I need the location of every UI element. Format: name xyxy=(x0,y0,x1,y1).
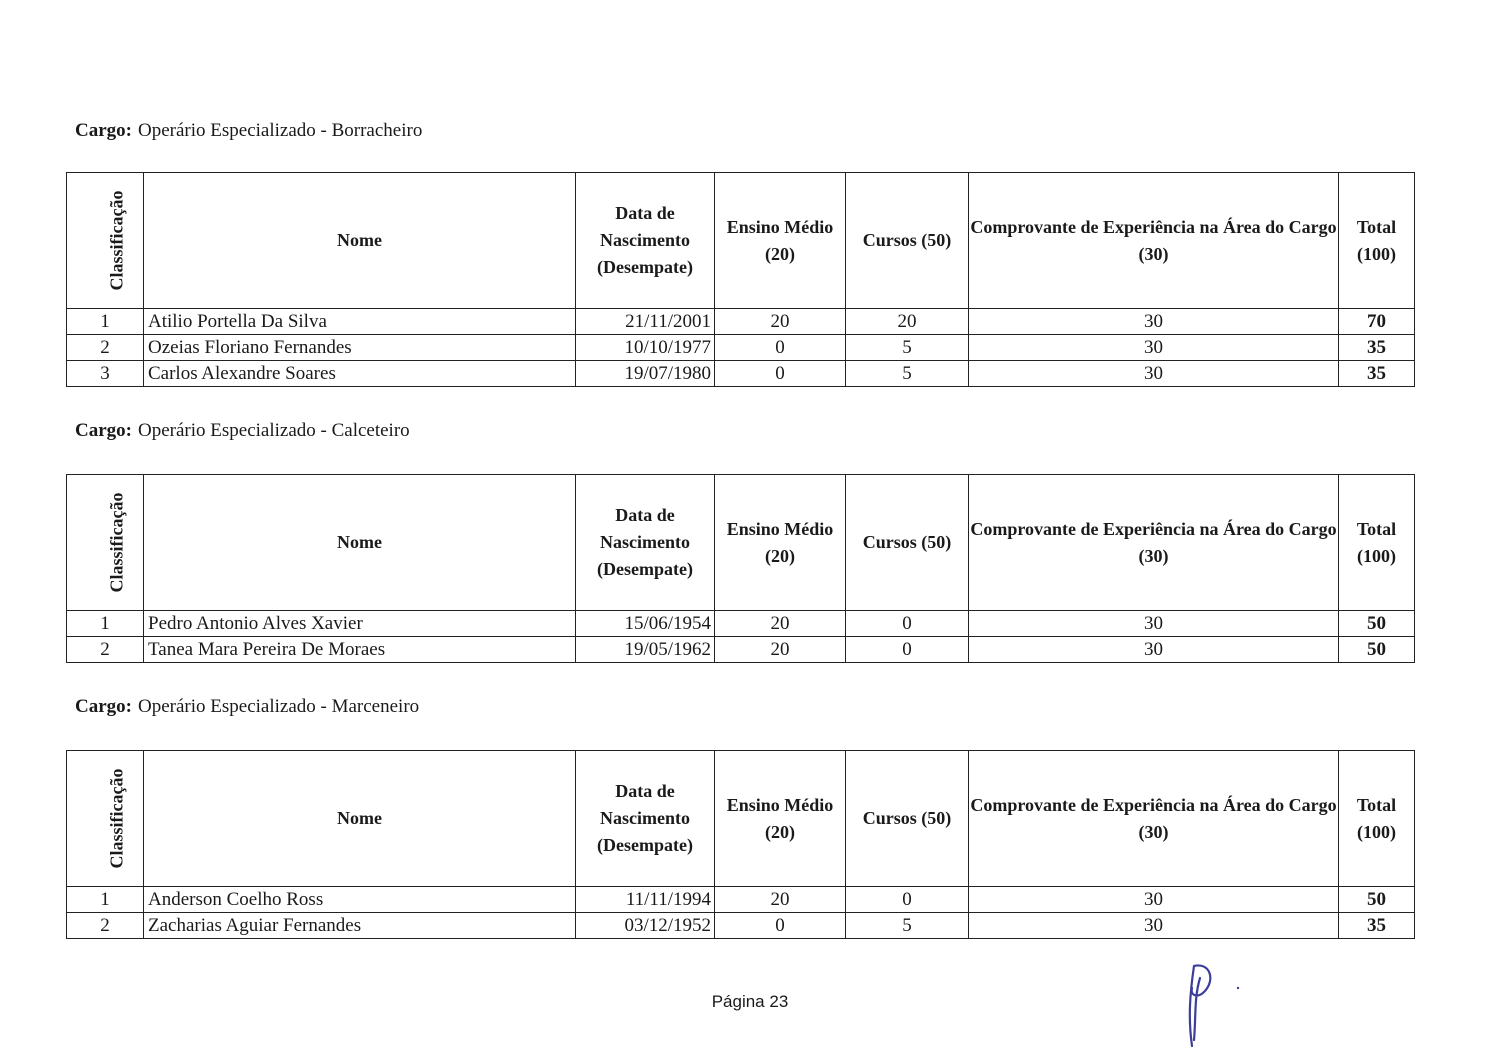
col-header-ensino-medio: Ensino Médio (20) xyxy=(715,751,846,887)
cell-cursos: 20 xyxy=(846,309,969,335)
col-header-data-nascimento: Data de Nascimento (Desempate) xyxy=(576,751,715,887)
cell-data: 11/11/1994 xyxy=(576,887,715,913)
table-header-row xyxy=(67,751,1415,887)
table-row xyxy=(67,887,1415,913)
cell-data: 21/11/2001 xyxy=(576,309,715,335)
cell-cursos: 0 xyxy=(846,611,969,637)
cell-classificacao: 3 xyxy=(67,361,144,387)
col-header-classificacao: Classificação xyxy=(67,173,144,309)
page-number: Página 23 xyxy=(711,992,789,1011)
table-row xyxy=(67,611,1415,637)
col-header-data-nascimento: Data de Nascimento (Desempate) xyxy=(576,475,715,611)
cell-cursos: 5 xyxy=(846,913,969,939)
cell-data: 19/07/1980 xyxy=(576,361,715,387)
cell-classificacao: 2 xyxy=(67,637,144,663)
cell-nome: Anderson Coelho Ross xyxy=(144,887,576,913)
table-row xyxy=(67,637,1415,663)
cell-experiencia: 30 xyxy=(969,887,1339,913)
cell-ensino: 20 xyxy=(715,309,846,335)
cell-nome: Tanea Mara Pereira De Moraes xyxy=(144,637,576,663)
ranking-table-borracheiro xyxy=(66,172,1415,387)
col-header-total: Total (100) xyxy=(1339,173,1415,309)
cargo-label: Cargo: xyxy=(75,120,132,141)
cell-ensino: 20 xyxy=(715,637,846,663)
cargo-label: Cargo: xyxy=(75,696,132,717)
cell-total: 35 xyxy=(1339,361,1415,387)
col-header-ensino-medio: Ensino Médio (20) xyxy=(715,173,846,309)
cell-classificacao: 1 xyxy=(67,887,144,913)
cell-data: 19/05/1962 xyxy=(576,637,715,663)
section-title-borracheiro xyxy=(75,120,422,142)
col-header-cursos: Cursos (50) xyxy=(846,751,969,887)
cell-cursos: 0 xyxy=(846,637,969,663)
cell-total: 35 xyxy=(1339,913,1415,939)
ranking-table-marceneiro xyxy=(66,750,1415,939)
table-header-row xyxy=(67,173,1415,309)
cell-nome: Zacharias Aguiar Fernandes xyxy=(144,913,576,939)
cell-ensino: 20 xyxy=(715,611,846,637)
col-header-experiencia: Comprovante de Experiência na Área do Cargo (30) xyxy=(969,475,1339,611)
cell-ensino: 0 xyxy=(715,913,846,939)
cell-cursos: 5 xyxy=(846,361,969,387)
table-header-row xyxy=(67,475,1415,611)
cell-total: 50 xyxy=(1339,887,1415,913)
cell-classificacao: 2 xyxy=(67,913,144,939)
table-row xyxy=(67,361,1415,387)
col-header-data-nascimento: Data de Nascimento (Desempate) xyxy=(576,173,715,309)
table-row xyxy=(67,335,1415,361)
col-header-cursos: Cursos (50) xyxy=(846,475,969,611)
section-title-marceneiro xyxy=(75,696,419,718)
cell-ensino: 0 xyxy=(715,361,846,387)
cell-cursos: 5 xyxy=(846,335,969,361)
table-row xyxy=(67,309,1415,335)
cell-classificacao: 1 xyxy=(67,611,144,637)
cell-data: 03/12/1952 xyxy=(576,913,715,939)
cargo-name: Operário Especializado - Calceteiro xyxy=(137,420,410,441)
cell-cursos: 0 xyxy=(846,887,969,913)
cell-total: 35 xyxy=(1339,335,1415,361)
signature-mark-icon xyxy=(1170,958,1260,1048)
col-header-classificacao: Classificação xyxy=(67,475,144,611)
cell-classificacao: 1 xyxy=(67,309,144,335)
col-header-nome: Nome xyxy=(144,475,576,611)
cell-ensino: 20 xyxy=(715,887,846,913)
cell-total: 70 xyxy=(1339,309,1415,335)
col-header-nome: Nome xyxy=(144,751,576,887)
cell-experiencia: 30 xyxy=(969,913,1339,939)
col-header-experiencia: Comprovante de Experiência na Área do Cargo (30) xyxy=(969,751,1339,887)
cell-data: 15/06/1954 xyxy=(576,611,715,637)
cell-experiencia: 30 xyxy=(969,361,1339,387)
col-header-nome: Nome xyxy=(144,173,576,309)
cargo-name: Operário Especializado - Borracheiro xyxy=(137,120,423,141)
cell-experiencia: 30 xyxy=(969,611,1339,637)
col-header-ensino-medio: Ensino Médio (20) xyxy=(715,475,846,611)
cargo-label: Cargo: xyxy=(75,420,132,441)
cell-nome: Carlos Alexandre Soares xyxy=(144,361,576,387)
col-header-total: Total (100) xyxy=(1339,751,1415,887)
section-title-calceteiro xyxy=(75,420,410,442)
cell-nome: Atilio Portella Da Silva xyxy=(144,309,576,335)
cell-total: 50 xyxy=(1339,637,1415,663)
cargo-name: Operário Especializado - Marceneiro xyxy=(137,696,420,717)
cell-experiencia: 30 xyxy=(969,637,1339,663)
ranking-table-calceteiro xyxy=(66,474,1415,663)
cell-total: 50 xyxy=(1339,611,1415,637)
cell-classificacao: 2 xyxy=(67,335,144,361)
cell-data: 10/10/1977 xyxy=(576,335,715,361)
col-header-experiencia: Comprovante de Experiência na Área do Cargo (30) xyxy=(969,173,1339,309)
cell-ensino: 0 xyxy=(715,335,846,361)
cell-experiencia: 30 xyxy=(969,335,1339,361)
col-header-cursos: Cursos (50) xyxy=(846,173,969,309)
cell-nome: Ozeias Floriano Fernandes xyxy=(144,335,576,361)
col-header-total: Total (100) xyxy=(1339,475,1415,611)
table-row xyxy=(67,913,1415,939)
cell-experiencia: 30 xyxy=(969,309,1339,335)
col-header-classificacao: Classificação xyxy=(67,751,144,887)
cell-nome: Pedro Antonio Alves Xavier xyxy=(144,611,576,637)
